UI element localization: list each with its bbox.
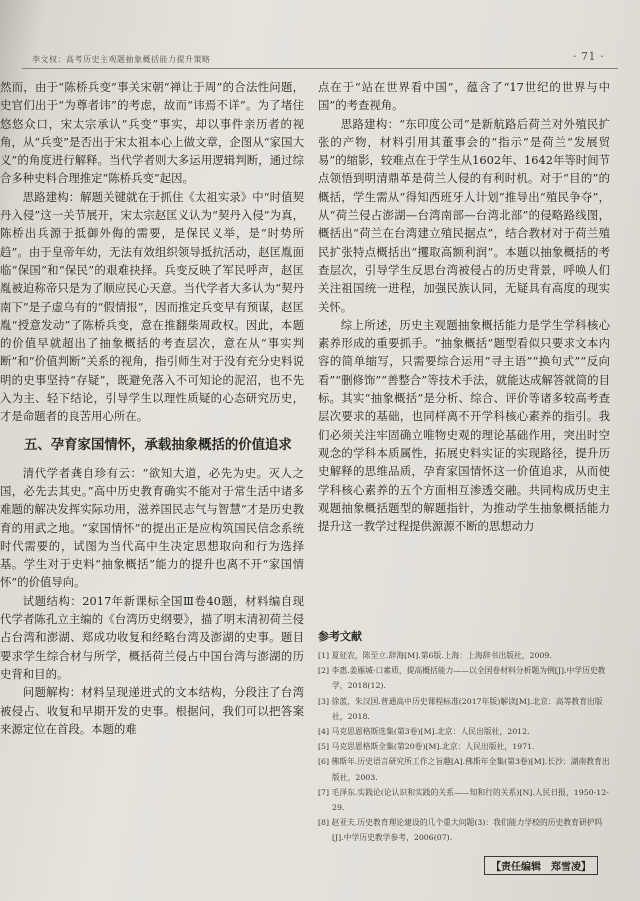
paragraph: 然而，由于“陈桥兵变”事关宋朝“禅让于周”的合法性问题，史官们出于“为尊者讳”的考虑，故而“讳焉不详”。为了堵住悠悠众口，宋太宗承认“兵变”事实，却以事件亲历者的视角，从“兵变”是否出于宋太祖本心上做文章，企图从“家国大义”的角度进行解释。当代学者则大多运用逻辑判断，通过综合多种史料合理推定“陈桥兵变”起因。 — [0, 80, 304, 186]
running-header — [22, 52, 618, 66]
paragraph: 问题解构：材料呈现递进式的文本结构，分段注了台湾被侵占、收复和早期开发的史事。根据问，我们可以把答案来源定位在首段。本题的难 — [0, 685, 304, 736]
reference-item: [3] 徐蓝，朱汉国.普通高中历史课程标准(2017年版)解读[M].北京：高等教育出版社，2018. — [318, 696, 603, 721]
section-heading: 五、孕育家国情怀，承载抽象概括的价值追求 — [24, 437, 292, 453]
references-title: 参考文献 — [318, 630, 362, 643]
right-column — [318, 78, 610, 535]
paragraph: 思路建构：“东印度公司”是新航路后荷兰对外殖民扩张的产物，材料引用其董事会的“指示”是荷兰“发展贸易”的缩影，较难点在于学生从1602年、1642年等时间节点领悟到明清鼎革是荷兰人侵的有利时机。对于“目的”的概括，学生需从“得知西班牙人计划”推导出“殖民争夺”，从“荷兰侵占澎湖—台湾南部—台湾北部”的侵略路线图，概括出“荷兰在台湾建立殖民据点”，结合教材对于荷兰殖民扩张特点概括出“攫取高额利润”。本题以抽象概括的考查层次，引导学生反思台湾被侵占的历史背景，呼唤人们关注祖国统一进程，加强民族认同，无疑具有高度的现实关怀。 — [318, 116, 610, 314]
page-number: · 71 · — [573, 50, 604, 63]
paragraph: 试题结构：2017年新课标全国Ⅲ卷40题，材料编自现代学者陈孔立主编的《台湾历史纲要》，描了明末清初荷兰侵占台湾和澎湖、郑成功收复和经略台湾及澎湖的史事。题目要求学生综合材与所学，概括荷兰侵占中国台湾与澎湖的历史背和目的。 — [0, 593, 304, 681]
reference-item: [4] 马克思恩格斯选集(第3卷)[M].北京：人民出版社，2012. — [318, 727, 530, 737]
paragraph: 点在于“站在世界看中国”，蕴含了“17世纪的世界与中国”的考查视角。 — [318, 80, 610, 113]
paragraph: 思路建构：解题关键就在于抓住《太祖实录》中“时值契丹入侵”这一关节展开，宋太宗赵匡义认为“契丹入侵”为真，陈桥出兵源于抵御外侮的需要，是保民义举，是“时势所趋”。由于皇帝年幼，无法有效组织领导抵抗活动，赵匡胤面临“保国”和“保民”的艰难抉择。兵变反映了军民呼声，赵匡胤被迫称帝只是为了顺应民心天意。当代学者大多认为“契丹南下”是子虚乌有的“假情报”，因而推定兵变早有预谋，赵匡胤“授意发动”了陈桥兵变，意在推翻柴周政权。因此，本题的价值早就超出了抽象概括的考查层次，意在从“事实判断”和“价值判断”关系的视角，指引师生对于没有充分史料说明的史事坚持“存疑”，既避免落入不可知论的泥沼，也不先入为主、轻下结论，引导学生以理性质疑的心态研究历史，才是命题者的良苦用心所在。 — [0, 189, 304, 424]
reference-item: [1] 夏征农，陈至立.辞海[M].第6版.上海：上海辞书出版社，2009. — [318, 651, 552, 660]
running-title: 李文权：高考历史主观题抽象概括能力提升策略 — [32, 55, 211, 64]
paragraph: 综上所述，历史主观题抽象概括能力是学生学科核心素养形成的重要抓手。“抽象概括”题型看似只要求文本内容的简单缩写，只需要综合运用“寻主语”“换句式”“反向看”“删修饰”“善整合”等技术手法，就能达成解答就简的目标。其实“抽象概括”是分析、综合、评价等诸多较高考查层次要求的基础，也同样离不开学科核心素养的指引。我们必须关注牢固确立唯物史观的理论基础作用，突出时空观念的学科本质属性，拓展史料实证的实现路径，提升历史解释的思维品质，孕育家国情怀这一价值追求，从而使学科核心素养的五个方面相互渗透交融。共同构成历史主观题抽象概括题型的解题指针，为推动学生抽象概括能力提升这一教学过程提供源源不断的思想动力 — [318, 317, 610, 534]
reference-item: [2] 李惠.姜雁城·口素质，提高概括能力——以全国卷材料分析题为例[J].中学历史教学，2018(12). — [318, 666, 606, 691]
reference-item: [7] 毛泽东.实践论(论认识和实践的关系——知和行的关系)[N].人民日报，1950-12-29. — [318, 787, 609, 813]
header-rule — [22, 68, 618, 69]
left-column — [0, 78, 304, 738]
reference-item: [8] 赵亚夫.历史教育理论建设的几个重大问题(3)：我们能力学校的历史教育研护吗[J].中学历史教学参考，2006(07). — [318, 818, 603, 843]
reference-item: [6] 佛斯年.历史语言研究所工作之旨趣[A].佛斯年全集(第3卷)[M].长沙：湖南教育出版社，2003. — [318, 757, 610, 782]
references-section — [318, 628, 610, 846]
reference-item: [5] 马克思恩格斯全集(第20卷)[M].北京：人民出版社，1971. — [318, 742, 535, 752]
responsible-editor: 【责任编辑 郑雪凌】 — [484, 856, 598, 875]
paragraph: 清代学者龚自珍有云：“欲知大道，必先为史。灭人之国，必先去其史。”高中历史教育确实不能对于常生活中诸多难题的解决发挥实际功用，滋养国民志气与智慧”才是历史教育的用武之地。“家国情怀”的提出正是应构筑国民信念系统时代需要的，试图为当代高中生决定思想取向和行为选择基。学生对于史料“抽象概括”能力的提升也离不开“家国情怀”的价值导向。 — [0, 465, 304, 590]
